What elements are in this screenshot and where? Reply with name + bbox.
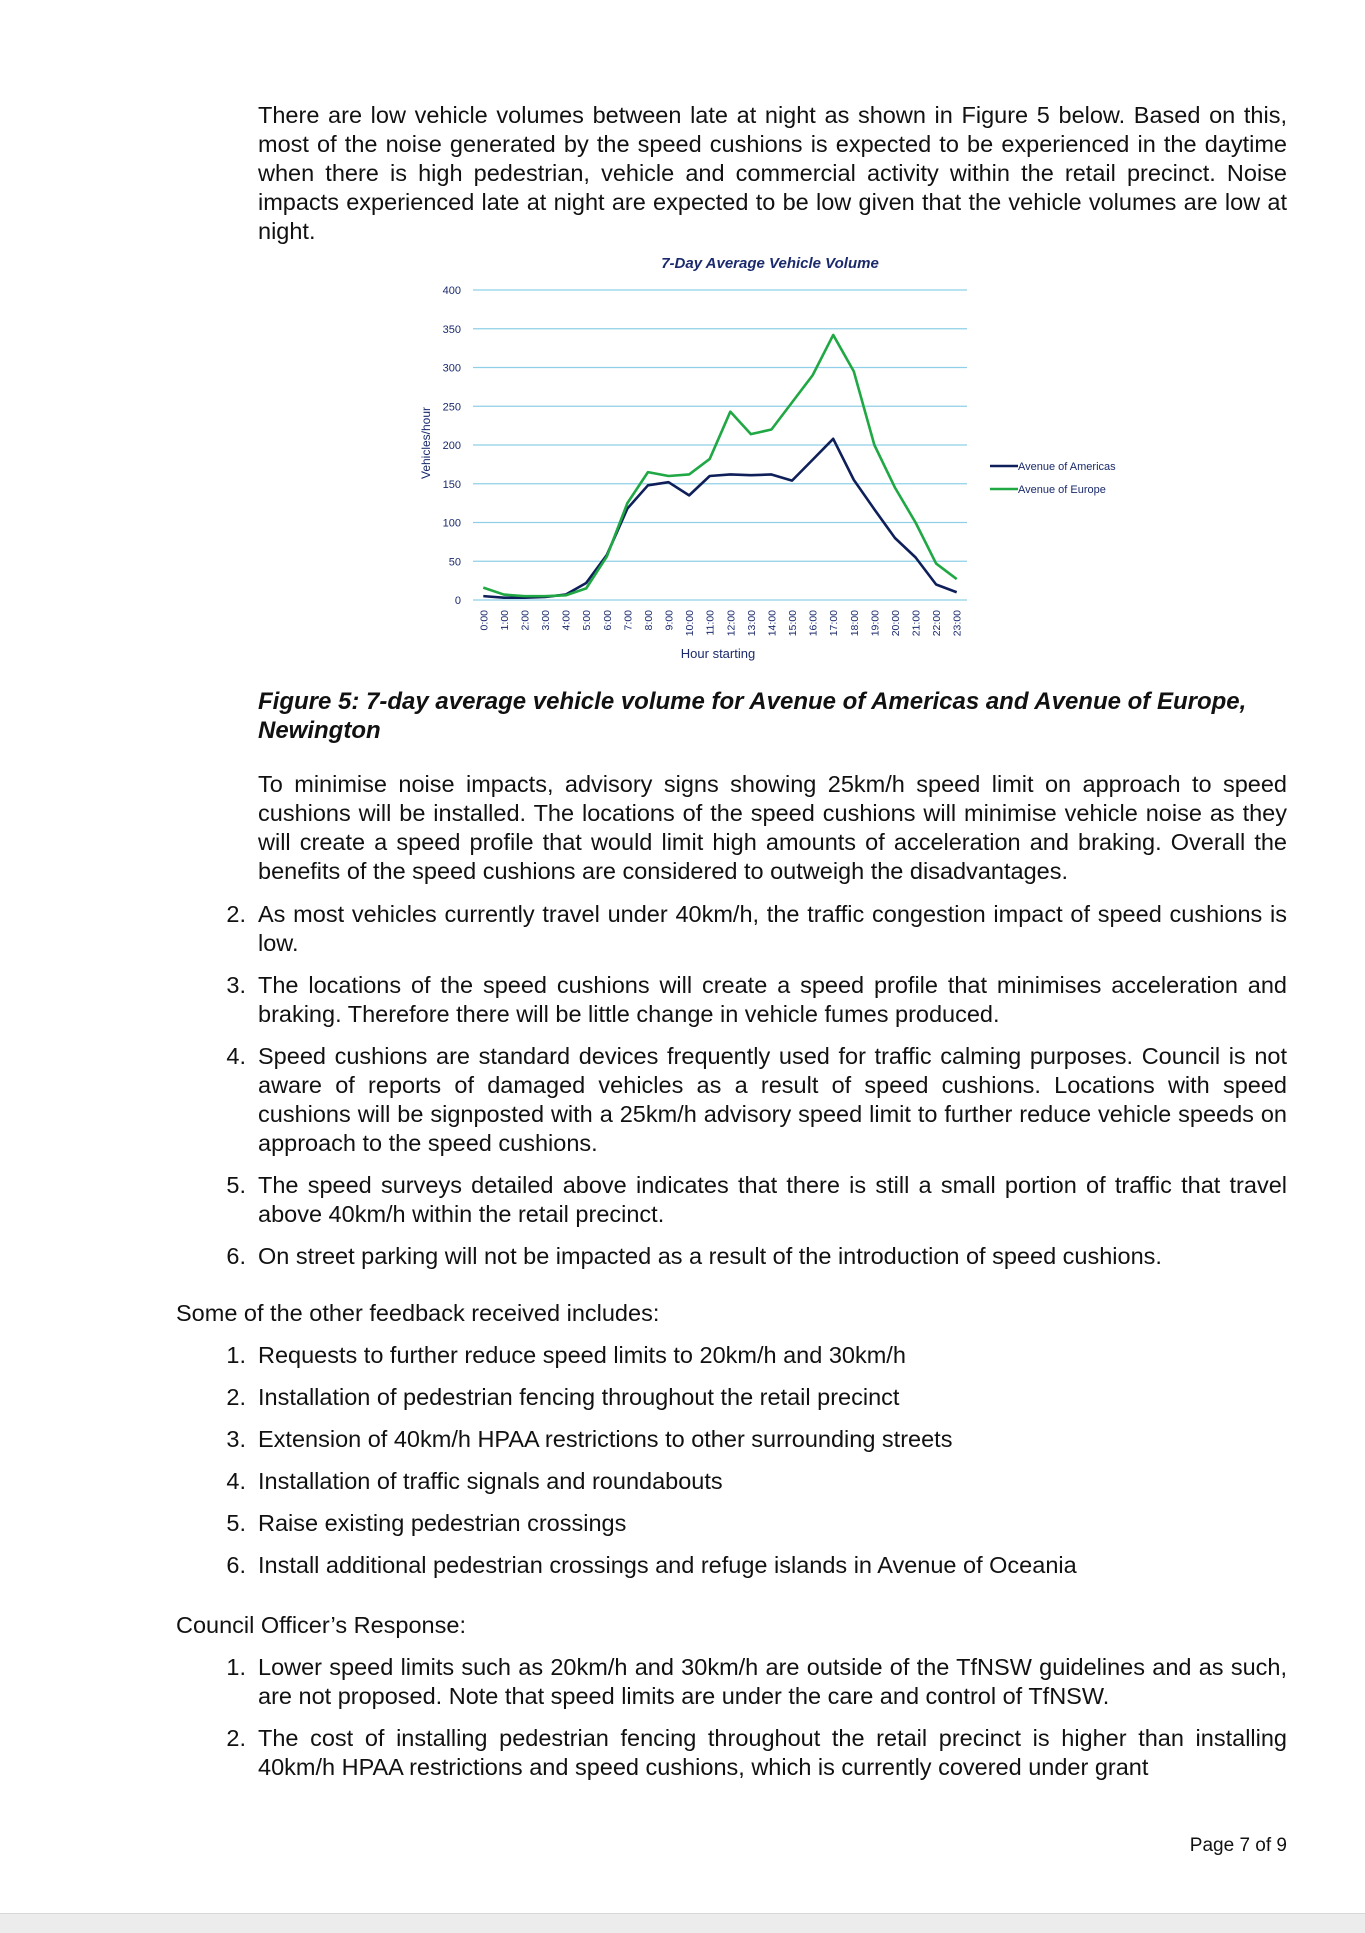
y-tick-label: 400 <box>442 285 461 297</box>
intro-paragraph: There are low vehicle volumes between late at night as shown in Figure 5 below. Based on this, most of the noise generated by the speed cushions is expected to be experienced in the daytime when there is high pedestrian, vehicle and commercial activity within the retail precinct. Noise impacts experienced late at night are expected to be low given that the vehicle volumes are low at night. <box>258 102 1287 244</box>
x-tick-label: 17:00 <box>828 610 841 637</box>
list-item <box>200 1383 1287 1412</box>
list-number: 6. <box>226 1243 246 1269</box>
y-tick-label: 100 <box>442 517 461 530</box>
list-item <box>200 1341 1287 1370</box>
list-text: The speed surveys detailed above indicates that there is still a small portion of traffic that travel above 40km/h within the retail precinct. <box>258 1172 1287 1227</box>
list-number: 2. <box>226 1725 246 1751</box>
x-tick-label: 10:00 <box>684 610 697 637</box>
list-item <box>200 1467 1287 1496</box>
x-tick-label: 20:00 <box>889 610 902 637</box>
legend-label: Avenue of Europe <box>1018 484 1106 496</box>
x-tick-label: 7:00 <box>622 610 635 631</box>
list-number: 1. <box>226 1654 246 1680</box>
list-text: Requests to further reduce speed limits to 20km/h and 30km/h <box>258 1342 906 1368</box>
list-text: Speed cushions are standard devices frequently used for traffic calming purposes. Council is not aware of reports of damaged vehicles as a result of speed cushions. Locations with speed cushions will be signposted with a 25km/h advisory speed limit to further reduce vehicle speeds on approach to the speed cushions. <box>258 1043 1287 1156</box>
list-number: 2. <box>226 1384 246 1410</box>
legend-label: Avenue of Americas <box>1018 461 1116 473</box>
list-text: Lower speed limits such as 20km/h and 30km/h are outside of the TfNSW guidelines and as such, are not proposed. Note that speed limits are under the care and control of TfNSW. <box>258 1654 1287 1709</box>
x-tick-label: 13:00 <box>745 610 758 637</box>
list-item <box>200 1042 1287 1158</box>
x-axis-label: Hour starting <box>680 646 756 661</box>
x-tick-label: 12:00 <box>725 610 738 637</box>
x-tick-label: 9:00 <box>663 610 676 631</box>
y-tick-label: 300 <box>442 362 461 375</box>
y-tick-label: 50 <box>448 556 461 569</box>
x-tick-label: 22:00 <box>931 610 944 637</box>
list-item <box>200 1425 1287 1454</box>
feedback-heading: Some of the other feedback received includes: <box>176 1300 660 1326</box>
x-tick-label: 1:00 <box>498 610 511 631</box>
y-tick-label: 0 <box>454 595 461 607</box>
x-tick-label: 6:00 <box>601 610 614 631</box>
list-text: The locations of the speed cushions will create a speed profile that minimises acceleration and braking. Therefore there will be little change in vehicle fumes produced. <box>258 972 1287 1027</box>
x-tick-label: 5:00 <box>581 610 594 631</box>
x-tick-label: 16:00 <box>807 610 820 637</box>
viewer-bottom-bar <box>0 1913 1365 1933</box>
list-number: 2. <box>226 901 246 927</box>
chart-svg <box>405 248 1165 668</box>
x-tick-label: 19:00 <box>869 610 882 637</box>
list-text: Install additional pedestrian crossings and refuge islands in Avenue of Oceania <box>258 1552 1077 1578</box>
list-item <box>200 1653 1287 1711</box>
x-tick-label: 14:00 <box>766 610 779 637</box>
x-tick-label: 2:00 <box>519 610 532 631</box>
list-text: Raise existing pedestrian crossings <box>258 1510 627 1536</box>
noise-paragraph: To minimise noise impacts, advisory signs showing 25km/h speed limit on approach to speed cushions will be installed. The locations of the speed cushions will minimise vehicle noise as they will create a speed profile that would limit high amounts of acceleration and braking. Overall the benefits of the speed cushions are considered to outweigh the disadvantages. <box>258 771 1287 884</box>
officer-response-list <box>200 1653 1287 1795</box>
list-number: 1. <box>226 1342 246 1368</box>
list-text: Extension of 40km/h HPAA restrictions to other surrounding streets <box>258 1426 953 1452</box>
list-text: The cost of installing pedestrian fencing throughout the retail precinct is higher than installing 40km/h HPAA restrictions and speed cushions, which is currently covered under grant <box>258 1725 1287 1780</box>
series-line-avenue-of-americas <box>483 439 956 598</box>
list-number: 3. <box>226 1426 246 1452</box>
list-number: 4. <box>226 1468 246 1494</box>
list-number: 4. <box>226 1043 246 1069</box>
list-number: 5. <box>226 1172 246 1198</box>
figure-caption: Figure 5: 7-day average vehicle volume for Avenue of Americas and Avenue of Europe, Newington <box>258 688 1247 744</box>
x-tick-label: 23:00 <box>951 610 964 637</box>
response-list <box>200 900 1287 1284</box>
page-number: Page 7 of 9 <box>1189 1835 1287 1856</box>
x-tick-label: 4:00 <box>560 610 573 631</box>
list-number: 6. <box>226 1552 246 1578</box>
series-line-avenue-of-europe <box>483 335 956 596</box>
y-axis-label: Vehicles/hour <box>419 406 433 480</box>
list-item <box>200 1242 1287 1271</box>
list-text: On street parking will not be impacted as a result of the introduction of speed cushions. <box>258 1243 1162 1269</box>
y-tick-label: 250 <box>442 401 461 414</box>
x-tick-label: 15:00 <box>787 610 800 637</box>
vehicle-volume-chart <box>405 248 1165 668</box>
list-number: 3. <box>226 972 246 998</box>
officer-response-heading: Council Officer’s Response: <box>176 1612 466 1638</box>
x-tick-label: 11:00 <box>704 610 717 636</box>
list-text: As most vehicles currently travel under 40km/h, the traffic congestion impact of speed cushions is low. <box>258 901 1287 956</box>
y-tick-label: 350 <box>442 323 461 336</box>
list-item <box>200 1509 1287 1538</box>
x-tick-label: 21:00 <box>910 610 923 637</box>
chart-title: 7-Day Average Vehicle Volume <box>661 255 879 272</box>
list-item <box>200 1551 1287 1580</box>
list-text: Installation of pedestrian fencing throughout the retail precinct <box>258 1384 900 1410</box>
x-tick-label: 3:00 <box>540 610 553 631</box>
feedback-list <box>200 1341 1287 1593</box>
list-text: Installation of traffic signals and roundabouts <box>258 1468 723 1494</box>
y-tick-label: 200 <box>442 440 461 452</box>
y-tick-label: 150 <box>442 478 461 491</box>
list-item <box>200 971 1287 1029</box>
list-item <box>200 900 1287 958</box>
list-number: 5. <box>226 1510 246 1536</box>
list-item <box>200 1724 1287 1782</box>
x-tick-label: 0:00 <box>478 610 491 631</box>
x-tick-label: 8:00 <box>642 610 655 631</box>
list-item <box>200 1171 1287 1229</box>
x-tick-label: 18:00 <box>848 610 861 637</box>
